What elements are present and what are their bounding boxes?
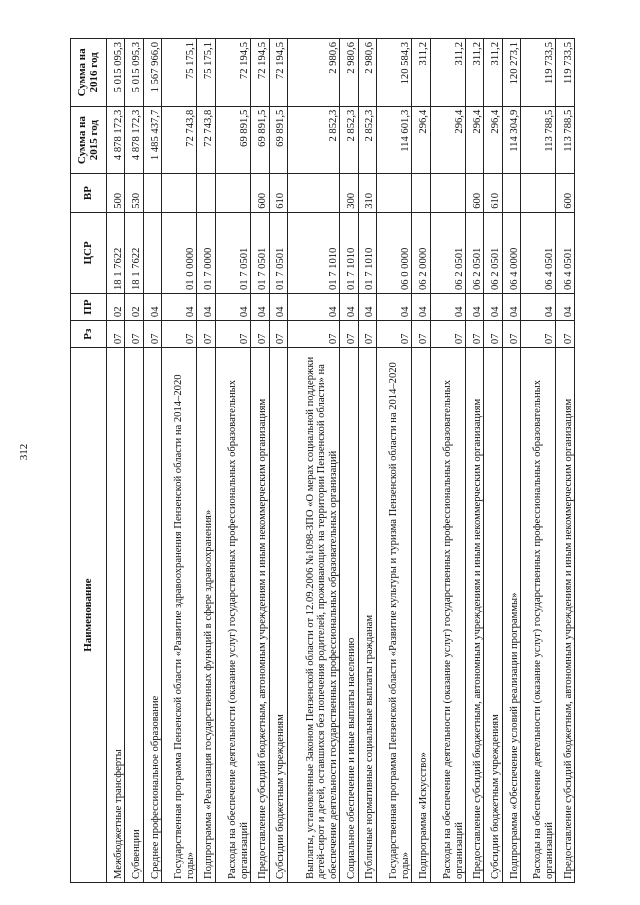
cell-name: Выплаты, установленные Законом Пензенской области от 12.09.2006 №1098-ЗПО «О мерах социальной поддержки детей-сирот и детей, оставшихся без попечения родителей, проживающих на территории Пензенской области» на обеспечение деятельности государственных профессиональных образовательных организаций (287, 348, 339, 883)
cell-sum-2015: 113 788,5 (556, 106, 575, 174)
cell-sum-2016: 75 175,1 (162, 39, 197, 107)
cell-vr (376, 174, 411, 212)
cell-csr: 06 2 0501 (430, 212, 465, 293)
cell-rz: 07 (215, 321, 250, 348)
cell-rz: 07 (197, 321, 215, 348)
cell-sum-2015: 69 891,5 (251, 106, 269, 174)
cell-csr: 01 7 0501 (269, 212, 287, 293)
cell-pr: 04 (269, 294, 287, 321)
cell-pr: 04 (430, 294, 465, 321)
cell-name: Государственная программа Пензенской области «Развитие здравоохранения Пензенской области на 2014–2020 годы» (162, 348, 197, 883)
cell-csr: 18 1 7622 (125, 212, 143, 293)
table-header-row (71, 39, 107, 883)
table-row (340, 39, 358, 883)
cell-csr: 01 7 1010 (358, 212, 376, 293)
cell-pr: 04 (197, 294, 215, 321)
table-row (251, 39, 269, 883)
cell-rz: 07 (484, 321, 502, 348)
cell-rz: 07 (107, 321, 125, 348)
cell-sum-2016: 72 194,5 (215, 39, 250, 107)
table-row (430, 39, 465, 883)
cell-sum-2016: 311,2 (484, 39, 502, 107)
cell-sum-2016: 120 584,3 (376, 39, 411, 107)
table-row (376, 39, 411, 883)
cell-csr: 01 0 0000 (162, 212, 197, 293)
cell-sum-2015: 69 891,5 (215, 106, 250, 174)
cell-pr: 04 (556, 294, 575, 321)
cell-pr: 04 (484, 294, 502, 321)
cell-name: Субвенции (125, 348, 143, 883)
cell-vr: 300 (340, 174, 358, 212)
cell-pr: 04 (412, 294, 430, 321)
cell-name: Расходы на обеспечение деятельности (оказание услуг) государственных профессиональных образовательных организаций (430, 348, 465, 883)
cell-name: Подпрограмма «Искусство» (412, 348, 430, 883)
table-row (412, 39, 430, 883)
header-sum-2015: Сумма на 2015 год (71, 106, 107, 174)
cell-csr: 18 1 7622 (107, 212, 125, 293)
cell-vr (143, 174, 161, 212)
cell-name: Предоставление субсидий бюджетным, автономным учреждениям и иным некоммерческим организациям (556, 348, 575, 883)
cell-sum-2015: 296,4 (484, 106, 502, 174)
cell-pr: 04 (143, 294, 161, 321)
cell-csr: 06 4 0000 (502, 212, 520, 293)
cell-csr: 06 2 0501 (466, 212, 484, 293)
cell-pr: 04 (340, 294, 358, 321)
cell-sum-2015: 296,4 (430, 106, 465, 174)
table-row (143, 39, 161, 883)
cell-csr (143, 212, 161, 293)
cell-sum-2015: 69 891,5 (269, 106, 287, 174)
cell-sum-2015: 2 852,3 (287, 106, 339, 174)
cell-csr: 01 7 1010 (287, 212, 339, 293)
cell-sum-2016: 1 567 966,0 (143, 39, 161, 107)
cell-vr: 310 (358, 174, 376, 212)
cell-name: Субсидии бюджетным учреждениям (269, 348, 287, 883)
cell-sum-2016: 311,2 (466, 39, 484, 107)
cell-pr: 04 (521, 294, 556, 321)
cell-sum-2016: 5 015 095,3 (107, 39, 125, 107)
cell-sum-2016: 119 733,5 (521, 39, 556, 107)
cell-csr: 06 4 0501 (521, 212, 556, 293)
cell-name: Публичные нормативные социальные выплаты гражданам (358, 348, 376, 883)
cell-pr: 02 (107, 294, 125, 321)
table-row (521, 39, 556, 883)
header-vr: ВР (71, 174, 107, 212)
cell-sum-2016: 2 980,6 (287, 39, 339, 107)
cell-sum-2015: 296,4 (412, 106, 430, 174)
cell-vr: 500 (107, 174, 125, 212)
cell-vr: 600 (556, 174, 575, 212)
cell-rz: 07 (143, 321, 161, 348)
table-row (556, 39, 575, 883)
cell-csr: 06 4 0501 (556, 212, 575, 293)
table-row (287, 39, 339, 883)
cell-name: Подпрограмма «Реализация государственных функций в сфере здравоохранения» (197, 348, 215, 883)
table-row (125, 39, 143, 883)
cell-name: Субсидии бюджетным учреждениям (484, 348, 502, 883)
cell-sum-2016: 72 194,5 (251, 39, 269, 107)
cell-name: Государственная программа Пензенской области «Развитие культуры и туризма Пензенской области на 2014–2020 годы» (376, 348, 411, 883)
cell-sum-2016: 72 194,5 (269, 39, 287, 107)
cell-name: Расходы на обеспечение деятельности (оказание услуг) государственных профессиональных образовательных организаций (215, 348, 250, 883)
cell-sum-2015: 72 743,8 (162, 106, 197, 174)
cell-rz: 07 (412, 321, 430, 348)
cell-csr: 06 0 0000 (376, 212, 411, 293)
table-row (358, 39, 376, 883)
header-name: Наименование (71, 348, 107, 883)
cell-vr (430, 174, 465, 212)
header-pr: ПР (71, 294, 107, 321)
cell-sum-2015: 72 743,8 (197, 106, 215, 174)
cell-pr: 04 (376, 294, 411, 321)
cell-sum-2016: 2 980,6 (340, 39, 358, 107)
table-row (269, 39, 287, 883)
cell-vr: 530 (125, 174, 143, 212)
cell-sum-2016: 119 733,5 (556, 39, 575, 107)
cell-sum-2016: 2 980,6 (358, 39, 376, 107)
page-number: 312 (18, 443, 30, 461)
cell-sum-2016: 120 273,1 (502, 39, 520, 107)
cell-csr: 01 7 0501 (251, 212, 269, 293)
cell-pr: 04 (162, 294, 197, 321)
cell-pr: 04 (502, 294, 520, 321)
cell-csr: 06 2 0501 (484, 212, 502, 293)
cell-name: Расходы на обеспечение деятельности (оказание услуг) государственных профессиональных образовательных организаций (521, 348, 556, 883)
cell-name: Межбюджетные трансферты (107, 348, 125, 883)
cell-rz: 07 (251, 321, 269, 348)
cell-pr: 02 (125, 294, 143, 321)
cell-sum-2015: 114 304,9 (502, 106, 520, 174)
rotated-table-wrapper (70, 38, 575, 883)
cell-name: Подпрограмма «Обеспечение условий реализации программы» (502, 348, 520, 883)
cell-rz: 07 (556, 321, 575, 348)
cell-sum-2016: 5 015 095,3 (125, 39, 143, 107)
cell-sum-2015: 113 788,5 (521, 106, 556, 174)
cell-vr: 610 (269, 174, 287, 212)
cell-csr: 01 7 0000 (197, 212, 215, 293)
cell-vr (162, 174, 197, 212)
cell-vr: 600 (251, 174, 269, 212)
cell-rz: 07 (376, 321, 411, 348)
header-sum-2016: Сумма на 2016 год (71, 39, 107, 107)
cell-vr (502, 174, 520, 212)
table-row (484, 39, 502, 883)
cell-pr: 04 (215, 294, 250, 321)
cell-rz: 07 (340, 321, 358, 348)
cell-name: Среднее профессиональное образование (143, 348, 161, 883)
cell-sum-2016: 75 175,1 (197, 39, 215, 107)
cell-rz: 07 (125, 321, 143, 348)
cell-vr: 610 (484, 174, 502, 212)
cell-sum-2016: 311,2 (430, 39, 465, 107)
cell-rz: 07 (466, 321, 484, 348)
budget-table (70, 38, 575, 883)
cell-name: Предоставление субсидий бюджетным, автономным учреждениям и иным некоммерческим организациям (466, 348, 484, 883)
cell-sum-2015: 4 878 172,3 (107, 106, 125, 174)
cell-csr: 01 7 0501 (215, 212, 250, 293)
cell-csr: 01 7 1010 (340, 212, 358, 293)
cell-vr (197, 174, 215, 212)
cell-name: Предоставление субсидий бюджетным, автономным учреждениям и иным некоммерческим организациям (251, 348, 269, 883)
table-row (107, 39, 125, 883)
cell-rz: 07 (358, 321, 376, 348)
cell-name: Социальное обеспечение и иные выплаты населению (340, 348, 358, 883)
cell-pr: 04 (251, 294, 269, 321)
cell-vr (521, 174, 556, 212)
table-row (162, 39, 197, 883)
cell-sum-2015: 1 485 437,7 (143, 106, 161, 174)
cell-rz: 07 (521, 321, 556, 348)
cell-vr (287, 174, 339, 212)
cell-sum-2015: 296,4 (466, 106, 484, 174)
cell-rz: 07 (430, 321, 465, 348)
cell-sum-2015: 4 878 172,3 (125, 106, 143, 174)
table-row (466, 39, 484, 883)
cell-sum-2015: 2 852,3 (358, 106, 376, 174)
cell-pr: 04 (358, 294, 376, 321)
cell-vr (215, 174, 250, 212)
header-rz: Рз (71, 321, 107, 348)
cell-vr (412, 174, 430, 212)
cell-sum-2015: 114 601,3 (376, 106, 411, 174)
cell-rz: 07 (287, 321, 339, 348)
cell-rz: 07 (269, 321, 287, 348)
cell-csr: 06 2 0000 (412, 212, 430, 293)
header-csr: ЦСР (71, 212, 107, 293)
table-row (197, 39, 215, 883)
cell-pr: 04 (287, 294, 339, 321)
cell-rz: 07 (502, 321, 520, 348)
cell-sum-2015: 2 852,3 (340, 106, 358, 174)
cell-rz: 07 (162, 321, 197, 348)
cell-pr: 04 (466, 294, 484, 321)
cell-sum-2016: 311,2 (412, 39, 430, 107)
cell-vr: 600 (466, 174, 484, 212)
table-row (502, 39, 520, 883)
table-row (215, 39, 250, 883)
